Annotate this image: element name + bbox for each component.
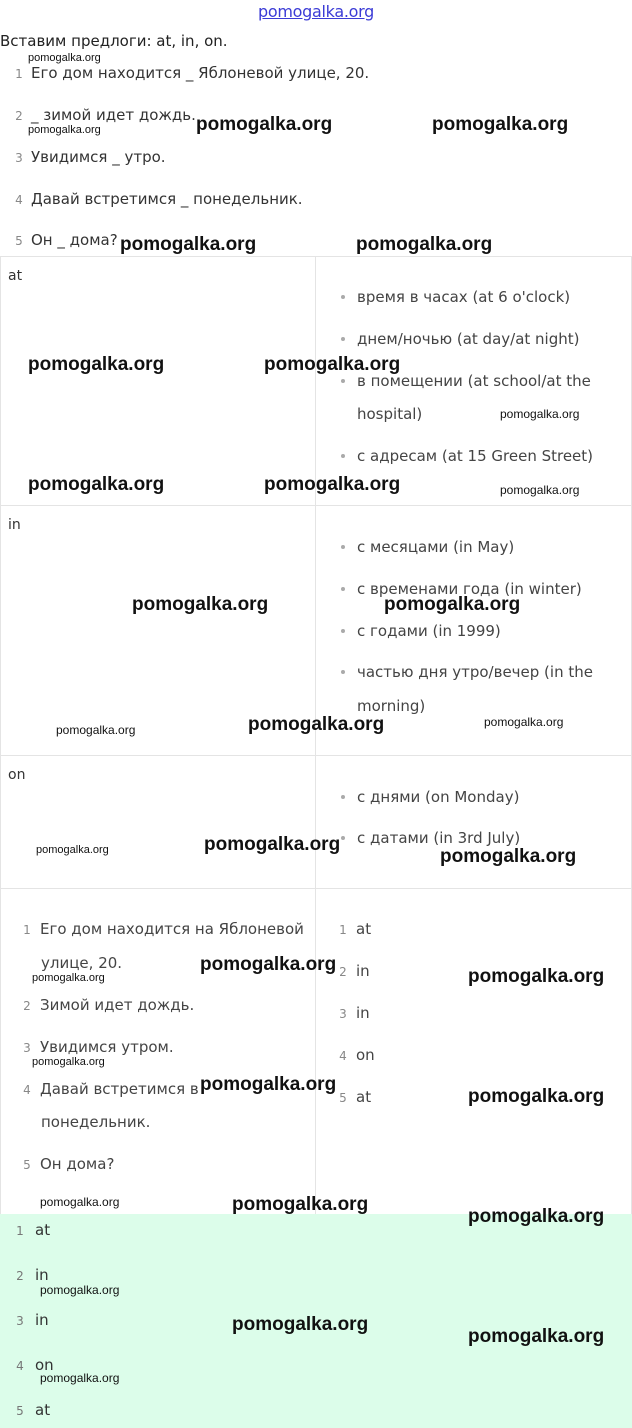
question-item: 2 _ зимой идет дождь. xyxy=(15,106,196,124)
question-item: 4 Давай встретимся _ понедельник. xyxy=(15,190,303,208)
watermark: pomogalka.org xyxy=(28,124,101,136)
bullet-icon xyxy=(341,454,345,458)
watermark: pomogalka.org xyxy=(468,1326,605,1347)
watermark: pomogalka.org xyxy=(264,354,401,375)
watermark: pomogalka.org xyxy=(120,234,257,255)
watermark: pomogalka.org xyxy=(40,1283,120,1297)
watermark: pomogalka.org xyxy=(500,483,580,497)
final-answer-item: 2 in xyxy=(16,1266,49,1284)
rule-label-at: at xyxy=(8,268,23,284)
watermark: pomogalka.org xyxy=(28,52,101,64)
question-item: 5 Он _ дома? xyxy=(15,231,118,249)
bullet-icon xyxy=(341,337,345,341)
watermark: pomogalka.org xyxy=(32,972,105,984)
watermark: pomogalka.org xyxy=(132,594,269,615)
task-heading: Вставим предлоги: at, in, on. xyxy=(0,32,228,50)
watermark: pomogalka.org xyxy=(196,114,333,135)
translation-item: 1 Его дом находится на Яблоневой xyxy=(23,920,304,938)
watermark: pomogalka.org xyxy=(484,715,564,729)
answer-item: 2 in xyxy=(339,962,370,980)
watermark: pomogalka.org xyxy=(56,723,136,737)
bullet-icon xyxy=(341,295,345,299)
table-border xyxy=(0,505,632,506)
watermark: pomogalka.org xyxy=(36,844,109,856)
watermark: pomogalka.org xyxy=(32,1056,105,1068)
translation-item: 4 Давай встретимся в xyxy=(23,1080,199,1098)
bullet-icon xyxy=(341,795,345,799)
watermark: pomogalka.org xyxy=(264,474,401,495)
watermark: pomogalka.org xyxy=(468,966,605,987)
final-answer-item: 5 at xyxy=(16,1401,51,1419)
answer-item: 1 at xyxy=(339,920,372,938)
bullet-icon xyxy=(341,587,345,591)
translation-item: 5 Он дома? xyxy=(23,1155,115,1173)
translation-item: 3 Увидимся утром. xyxy=(23,1038,174,1056)
site-link[interactable]: pomogalka.org xyxy=(258,2,374,21)
bullet-icon xyxy=(341,836,345,840)
question-item: 3 Увидимся _ утро. xyxy=(15,148,166,166)
watermark: pomogalka.org xyxy=(356,234,493,255)
watermark: pomogalka.org xyxy=(432,114,569,135)
watermark: pomogalka.org xyxy=(384,594,521,615)
table-border xyxy=(0,755,632,756)
table-border xyxy=(0,256,632,257)
question-item: 1 Его дом находится _ Яблоневой улице, 20. xyxy=(15,64,370,82)
rule-label-in: in xyxy=(8,517,21,533)
translation-item: 2 Зимой идет дождь. xyxy=(23,996,195,1014)
bullet-icon xyxy=(341,379,345,383)
watermark: pomogalka.org xyxy=(28,474,165,495)
watermark: pomogalka.org xyxy=(40,1371,120,1385)
table-border xyxy=(0,888,632,889)
watermark: pomogalka.org xyxy=(200,954,337,975)
table-border xyxy=(0,256,1,1214)
bullet-icon xyxy=(341,670,345,674)
watermark: pomogalka.org xyxy=(232,1314,369,1335)
watermark: pomogalka.org xyxy=(468,1086,605,1107)
watermark: pomogalka.org xyxy=(440,846,577,867)
translation-item-continuation: понедельник. xyxy=(41,1113,151,1131)
watermark: pomogalka.org xyxy=(200,1074,337,1095)
answer-item: 3 in xyxy=(339,1004,370,1022)
bullet-icon xyxy=(341,629,345,633)
watermark: pomogalka.org xyxy=(232,1194,369,1215)
watermark: pomogalka.org xyxy=(248,714,385,735)
watermark: pomogalka.org xyxy=(468,1206,605,1227)
watermark: pomogalka.org xyxy=(28,354,165,375)
answer-item: 4 on xyxy=(339,1046,375,1064)
watermark: pomogalka.org xyxy=(500,407,580,421)
bullet-icon xyxy=(341,545,345,549)
final-answer-item: 4 on xyxy=(16,1356,54,1374)
answer-item: 5 at xyxy=(339,1088,372,1106)
watermark: pomogalka.org xyxy=(204,834,341,855)
final-answer-item: 1 at xyxy=(16,1221,51,1239)
rule-label-on: on xyxy=(8,767,26,783)
watermark: pomogalka.org xyxy=(40,1195,120,1209)
final-answer-item: 3 in xyxy=(16,1311,49,1329)
translation-item-continuation: улице, 20. xyxy=(41,954,123,972)
